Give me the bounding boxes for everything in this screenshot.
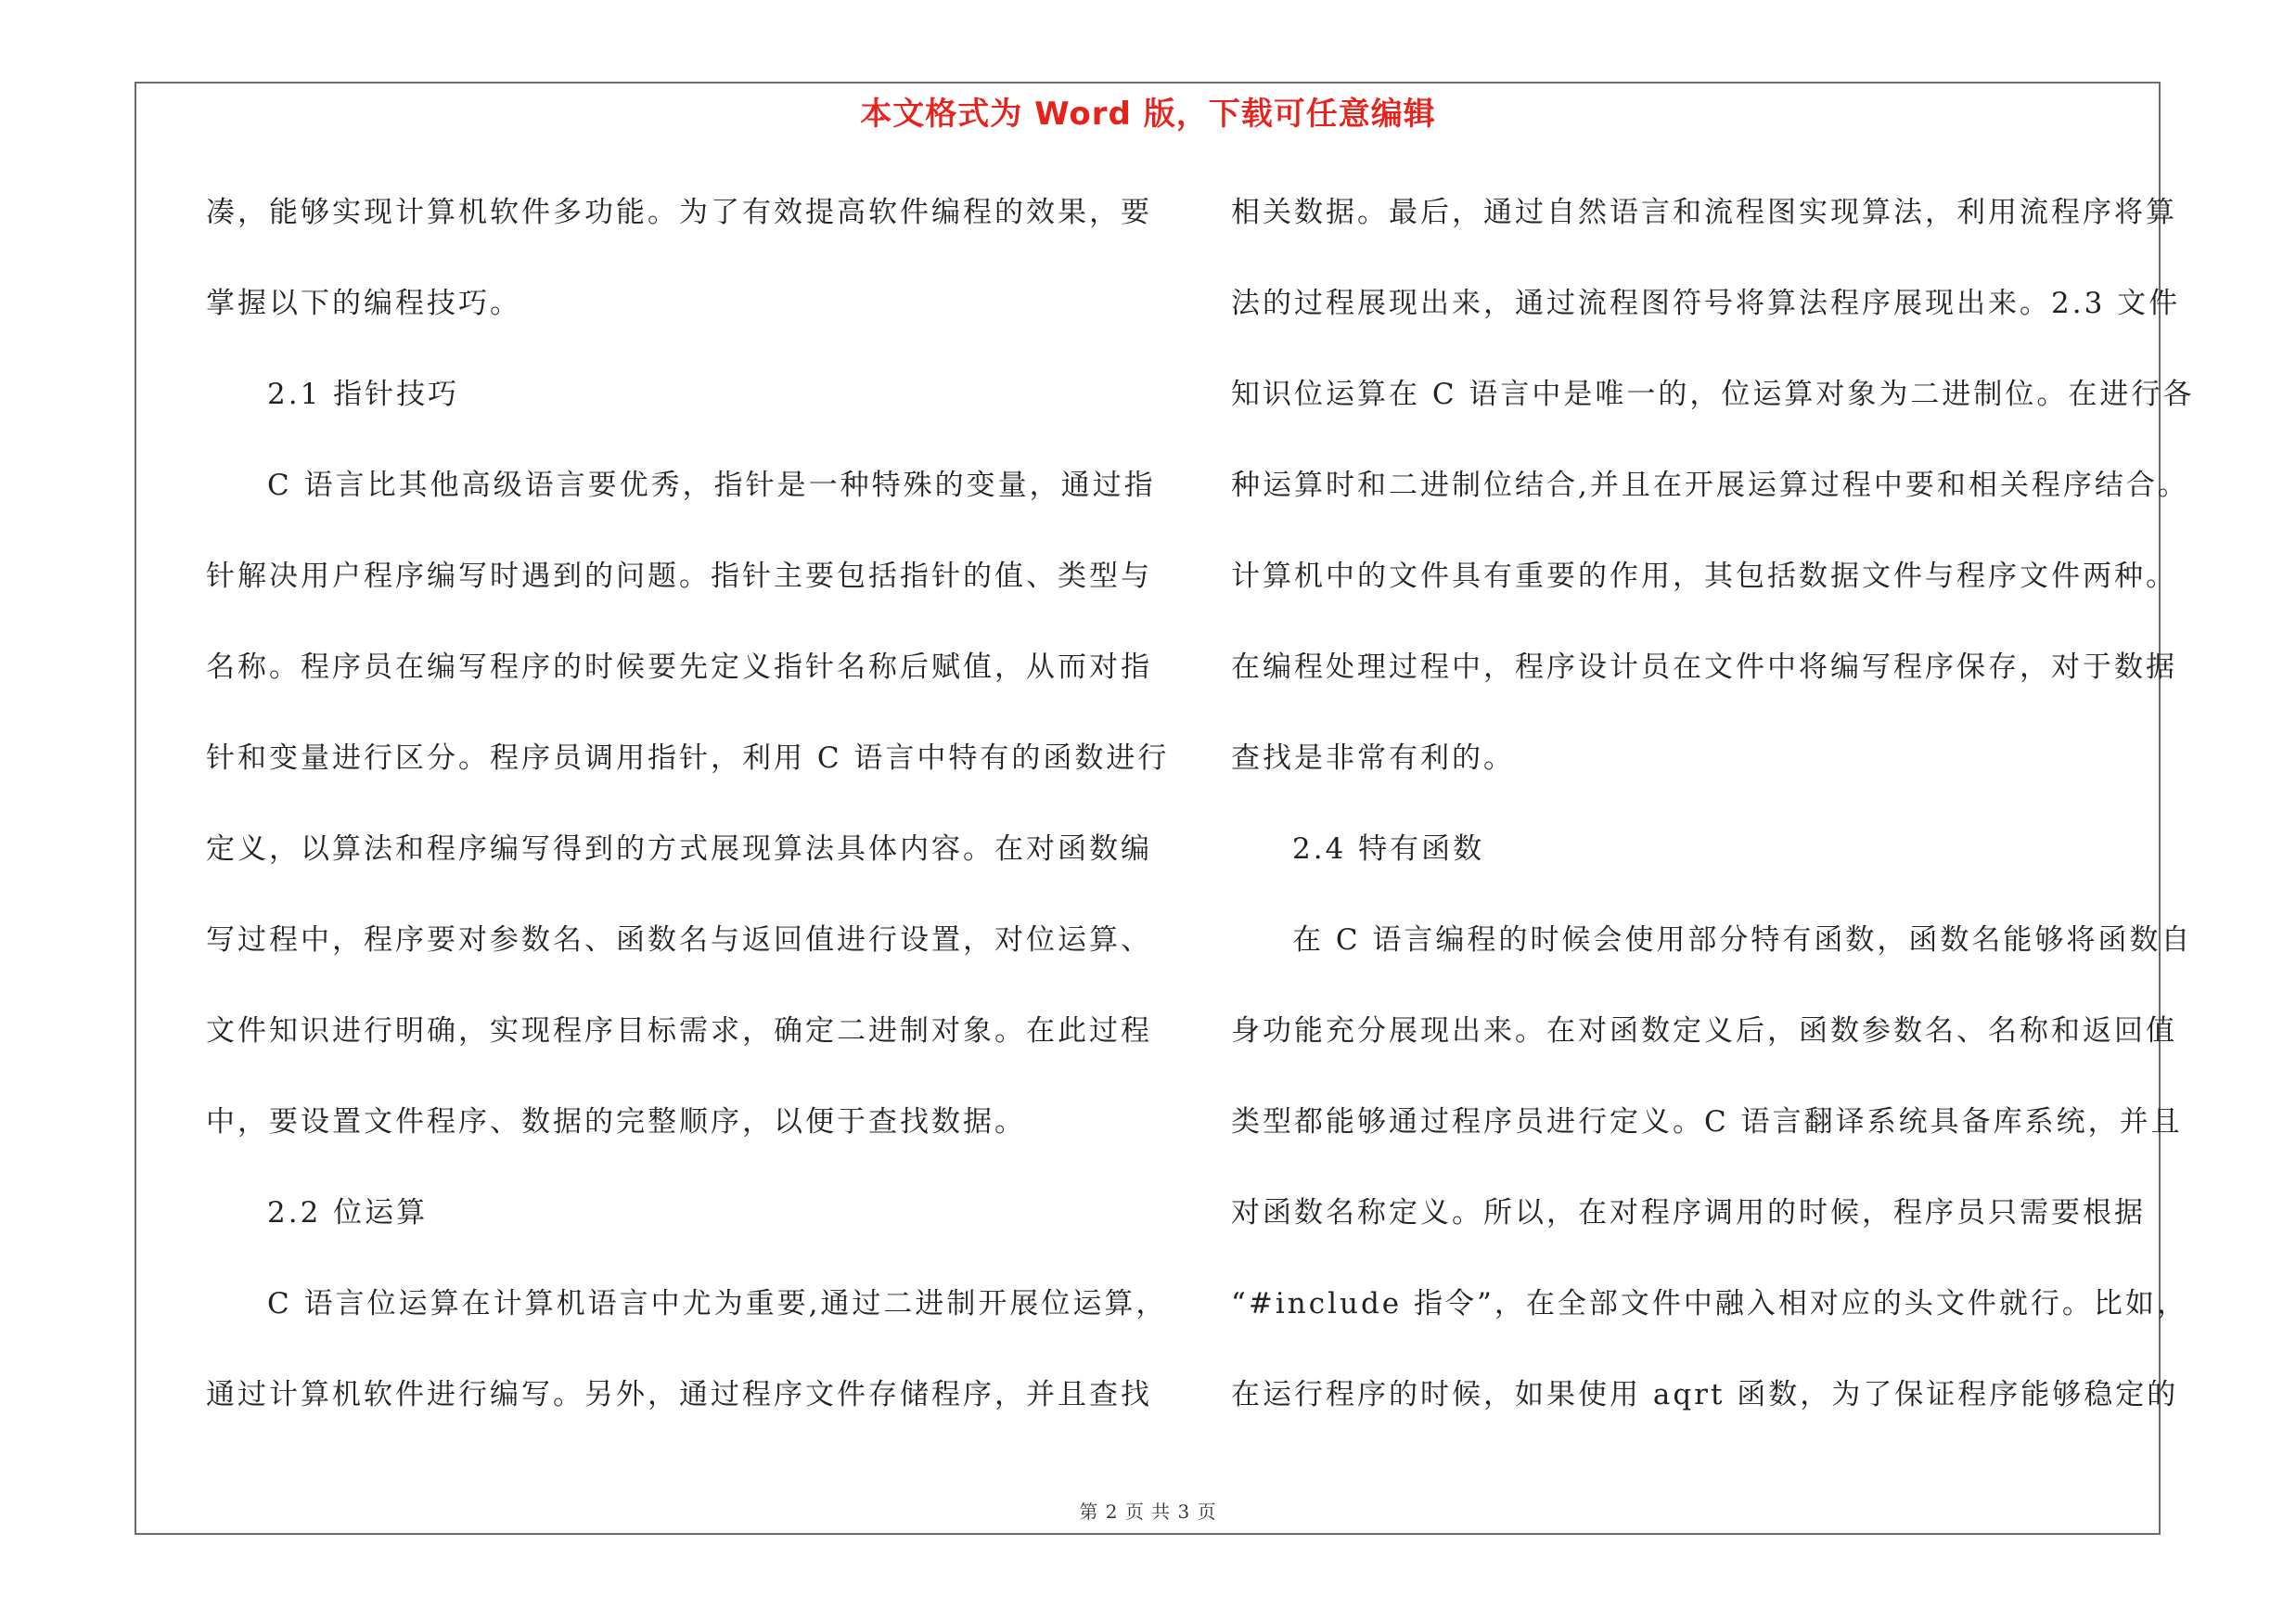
- text-line: 写过程中，程序要对参数名、函数名与返回值进行设置，对位运算、: [206, 923, 1152, 957]
- text-line: 针和变量进行区分。程序员调用指针，利用 C 语言中特有的函数进行: [206, 741, 1170, 775]
- text-line: 查找是非常有利的。: [1231, 741, 1515, 775]
- page-number: 第 2 页 共 3 页: [1079, 1501, 1217, 1523]
- text-line: 在 C 语言编程的时候会使用部分特有函数，函数名能够将函数自: [1292, 923, 2193, 957]
- header-banner: 本文格式为 Word 版，下载可任意编辑: [860, 96, 1436, 133]
- text-line: 身功能充分展现出来。在对函数定义后，函数参数名、名称和返回值: [1231, 1014, 2177, 1048]
- left-column: [206, 186, 1170, 1459]
- text-line: 中，要设置文件程序、数据的完整顺序，以便于查找数据。: [206, 1105, 1026, 1139]
- text-line: 法的过程展现出来，通过流程图符号将算法程序展现出来。2.3 文件: [1231, 287, 2181, 320]
- text-line: C 语言位运算在计算机语言中尤为重要,通过二进制开展位运算，: [267, 1287, 1168, 1320]
- text-line: 对函数名称定义。所以，在对程序调用的时候，程序员只需要根据: [1231, 1196, 2146, 1230]
- section-heading: 2.4 特有函数: [1292, 832, 1485, 866]
- text-line: 相关数据。最后，通过自然语言和流程图实现算法，利用流程序将算: [1231, 196, 2177, 229]
- text-line: 定义，以算法和程序编写得到的方式展现算法具体内容。在对函数编: [206, 832, 1152, 866]
- text-line: 文件知识进行明确，实现程序目标需求，确定二进制对象。在此过程: [206, 1014, 1152, 1048]
- section-heading: 2.1 指针技巧: [267, 378, 460, 411]
- text-line: 计算机中的文件具有重要的作用，其包括数据文件与程序文件两种。: [1231, 560, 2177, 593]
- text-line: C 语言比其他高级语言要优秀，指针是一种特殊的变量，通过指: [267, 469, 1156, 502]
- text-line: 通过计算机软件进行编写。另外，通过程序文件存储程序，并且查找: [206, 1378, 1152, 1411]
- section-heading: 2.2 位运算: [267, 1196, 429, 1230]
- text-line: 掌握以下的编程技巧。: [206, 287, 521, 320]
- right-column: [1231, 186, 2205, 1459]
- text-line: 名称。程序员在编写程序的时候要先定义指针名称后赋值，从而对指: [206, 650, 1152, 684]
- text-line: 类型都能够通过程序员进行定义。C 语言翻译系统具备库系统，并且: [1231, 1105, 2183, 1139]
- text-line: 在编程处理过程中，程序设计员在文件中将编写程序保存，对于数据: [1231, 650, 2177, 684]
- text-line: 在运行程序的时候，如果使用 aqrt 函数，为了保证程序能够稳定的: [1231, 1378, 2179, 1411]
- text-line: “#include 指令”，在全部文件中融入相对应的头文件就行。比如，: [1231, 1287, 2188, 1320]
- text-line: 针解决用户程序编写时遇到的问题。指针主要包括指针的值、类型与: [206, 560, 1152, 593]
- text-line: 种运算时和二进制位结合,并且在开展运算过程中要和相关程序结合。: [1231, 469, 2189, 502]
- text-line: 凑，能够实现计算机软件多功能。为了有效提高软件编程的效果，要: [206, 196, 1152, 229]
- text-line: 知识位运算在 C 语言中是唯一的，位运算对象为二进制位。在进行各: [1231, 378, 2195, 411]
